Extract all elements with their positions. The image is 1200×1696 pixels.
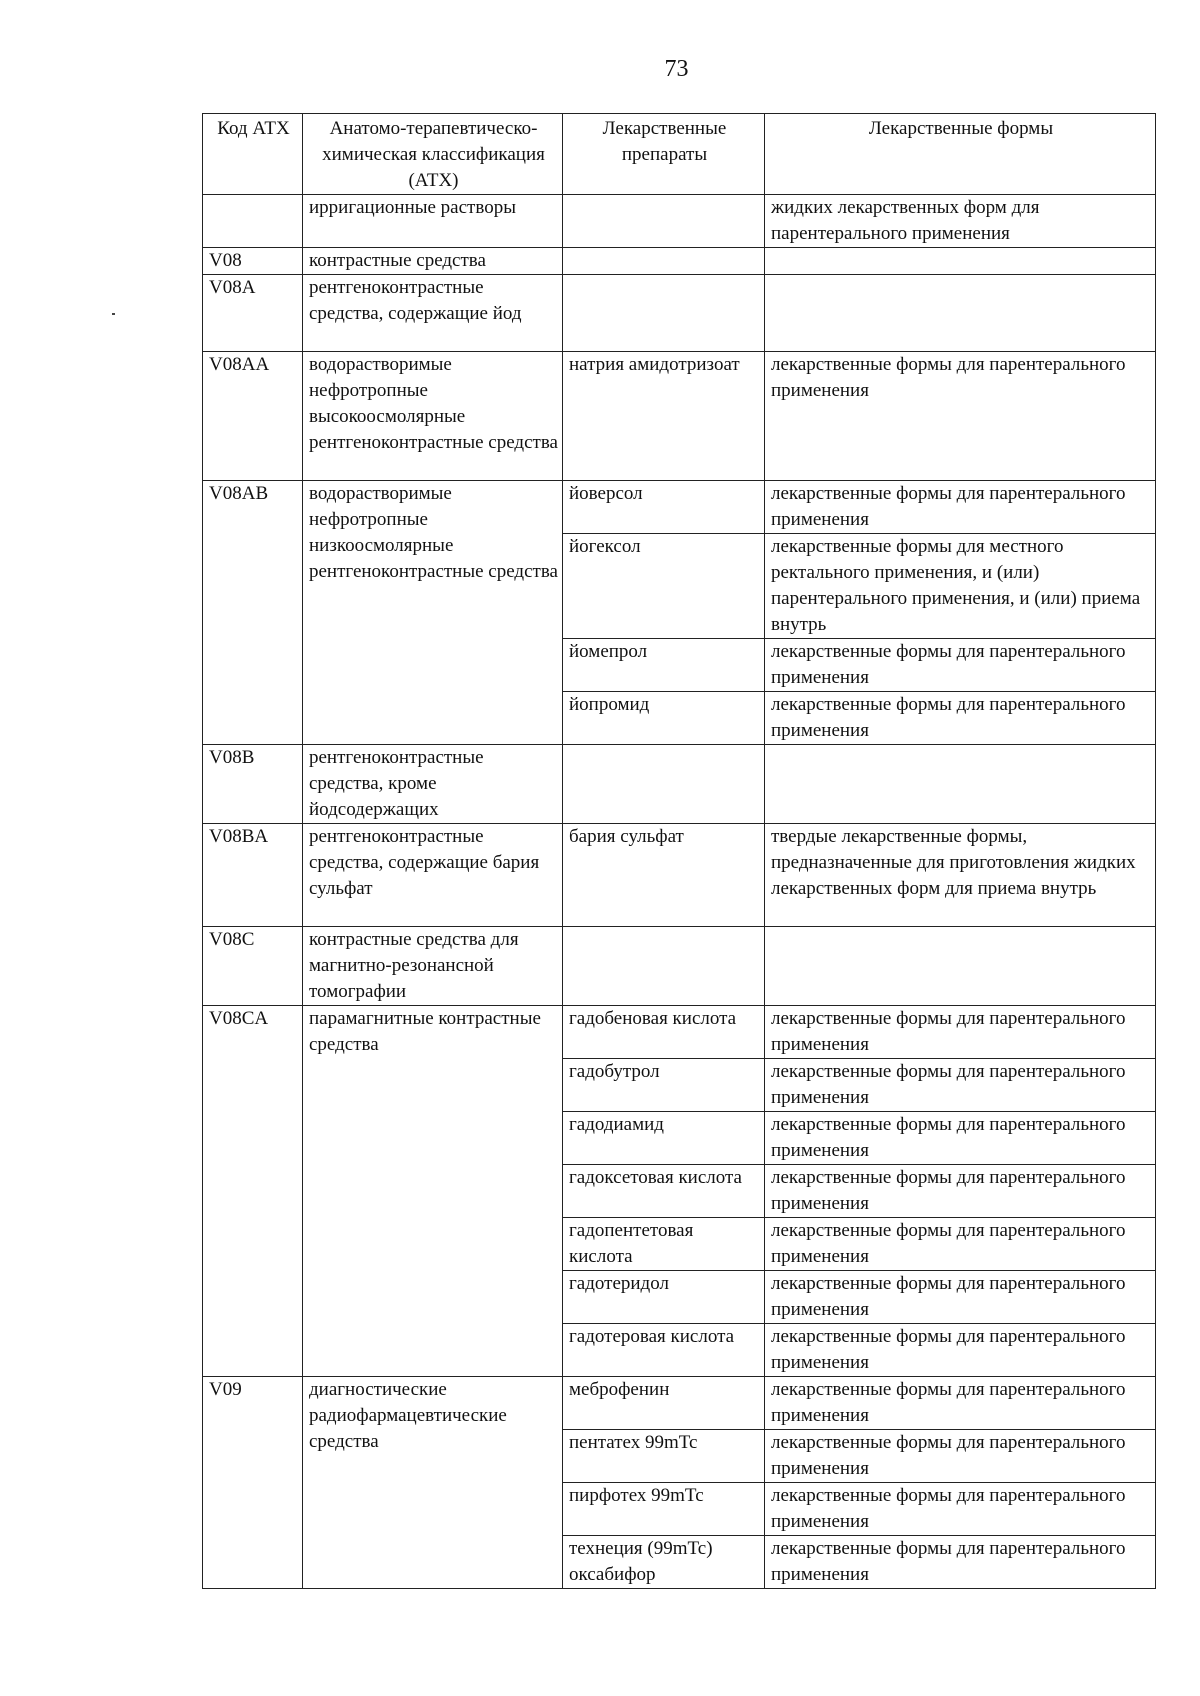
cell-code: V08 xyxy=(203,248,303,275)
cell-code: V08AA xyxy=(203,352,303,481)
table-header-row xyxy=(203,114,1156,195)
cell-drug xyxy=(563,195,765,248)
cell-form: лекарственные формы для парентерального применения xyxy=(765,1218,1156,1271)
cell-form: лекарственные формы для парентерального применения xyxy=(765,481,1156,534)
cell-classification: диагностические радиофармацевтические средства xyxy=(303,1377,563,1589)
cell-classification: ирригационные растворы xyxy=(303,195,563,248)
cell-code: V08CA xyxy=(203,1006,303,1377)
table-row xyxy=(203,275,1156,352)
cell-drug: меброфенин xyxy=(563,1377,765,1430)
cell-drug: йоверсол xyxy=(563,481,765,534)
cell-form: лекарственные формы для парентерального применения xyxy=(765,639,1156,692)
cell-classification: рентгеноконтрастные средства, содержащие йод xyxy=(303,275,563,352)
cell-classification: рентгеноконтрастные средства, содержащие бария сульфат xyxy=(303,824,563,927)
cell-drug: гадотеровая кислота xyxy=(563,1324,765,1377)
cell-drug: гадоксетовая кислота xyxy=(563,1165,765,1218)
cell-drug: технеция (99mTc) оксабифор xyxy=(563,1536,765,1589)
header-classification: Анатомо-терапевтическо-химическая классификация (АТХ) xyxy=(303,114,563,195)
header-forms: Лекарственные формы xyxy=(765,114,1156,195)
cell-form: лекарственные формы для парентерального применения xyxy=(765,352,1156,481)
cell-classification: парамагнитные контрастные средства xyxy=(303,1006,563,1377)
cell-drug: гадотеридол xyxy=(563,1271,765,1324)
table-row xyxy=(203,248,1156,275)
cell-code: V08B xyxy=(203,745,303,824)
table-row xyxy=(203,481,1156,534)
cell-form: твердые лекарственные формы, предназначенные для приготовления жидких лекарственных форм для приема внутрь xyxy=(765,824,1156,927)
scan-mark xyxy=(112,313,115,315)
table-row xyxy=(203,927,1156,1006)
cell-drug: пентатех 99mTc xyxy=(563,1430,765,1483)
cell-classification: водорастворимые нефротропные низкоосмолярные рентгеноконтрастные средства xyxy=(303,481,563,745)
cell-form: лекарственные формы для парентерального применения xyxy=(765,1006,1156,1059)
cell-classification: рентгеноконтрастные средства, кроме йодсодержащих xyxy=(303,745,563,824)
cell-form: лекарственные формы для парентерального применения xyxy=(765,1059,1156,1112)
cell-form: лекарственные формы для местного ректального применения, и (или) парентерального применения, и (или) приема внутрь xyxy=(765,534,1156,639)
table-row xyxy=(203,1377,1156,1430)
cell-code xyxy=(203,195,303,248)
page-number: 73 xyxy=(664,56,689,82)
table-row xyxy=(203,195,1156,248)
cell-drug: бария сульфат xyxy=(563,824,765,927)
cell-code: V08C xyxy=(203,927,303,1006)
cell-form: лекарственные формы для парентерального применения xyxy=(765,1536,1156,1589)
cell-form xyxy=(765,927,1156,1006)
cell-drug: натрия амидотризоат xyxy=(563,352,765,481)
cell-form: лекарственные формы для парентерального применения xyxy=(765,692,1156,745)
cell-code: V08AB xyxy=(203,481,303,745)
cell-drug: йомепрол xyxy=(563,639,765,692)
cell-classification: водорастворимые нефротропные высокоосмолярные рентгеноконтрастные средства xyxy=(303,352,563,481)
cell-form: лекарственные формы для парентерального применения xyxy=(765,1483,1156,1536)
cell-drug: гадодиамид xyxy=(563,1112,765,1165)
cell-form xyxy=(765,248,1156,275)
cell-classification: контрастные средства для магнитно-резонансной томографии xyxy=(303,927,563,1006)
table-row xyxy=(203,745,1156,824)
cell-drug: йопромид xyxy=(563,692,765,745)
cell-drug: гадопентетовая кислота xyxy=(563,1218,765,1271)
cell-code: V09 xyxy=(203,1377,303,1589)
cell-form: лекарственные формы для парентерального применения xyxy=(765,1165,1156,1218)
header-drugs: Лекарственные препараты xyxy=(563,114,765,195)
table-row xyxy=(203,824,1156,927)
cell-drug xyxy=(563,275,765,352)
cell-form xyxy=(765,275,1156,352)
cell-code: V08BA xyxy=(203,824,303,927)
cell-drug: гадобеновая кислота xyxy=(563,1006,765,1059)
cell-form: лекарственные формы для парентерального применения xyxy=(765,1377,1156,1430)
table-row xyxy=(203,352,1156,481)
atc-table xyxy=(202,113,1156,1589)
cell-drug xyxy=(563,248,765,275)
header-code: Код АТХ xyxy=(203,114,303,195)
cell-code: V08A xyxy=(203,275,303,352)
cell-form: лекарственные формы для парентерального применения xyxy=(765,1271,1156,1324)
table-row xyxy=(203,1006,1156,1059)
cell-drug: гадобутрол xyxy=(563,1059,765,1112)
cell-drug: йогексол xyxy=(563,534,765,639)
cell-classification: контрастные средства xyxy=(303,248,563,275)
cell-form: лекарственные формы для парентерального применения xyxy=(765,1112,1156,1165)
cell-form: лекарственные формы для парентерального применения xyxy=(765,1430,1156,1483)
cell-drug xyxy=(563,927,765,1006)
cell-drug: пирфотех 99mTc xyxy=(563,1483,765,1536)
cell-form: лекарственные формы для парентерального применения xyxy=(765,1324,1156,1377)
cell-form: жидких лекарственных форм для парентерального применения xyxy=(765,195,1156,248)
cell-drug xyxy=(563,745,765,824)
cell-form xyxy=(765,745,1156,824)
